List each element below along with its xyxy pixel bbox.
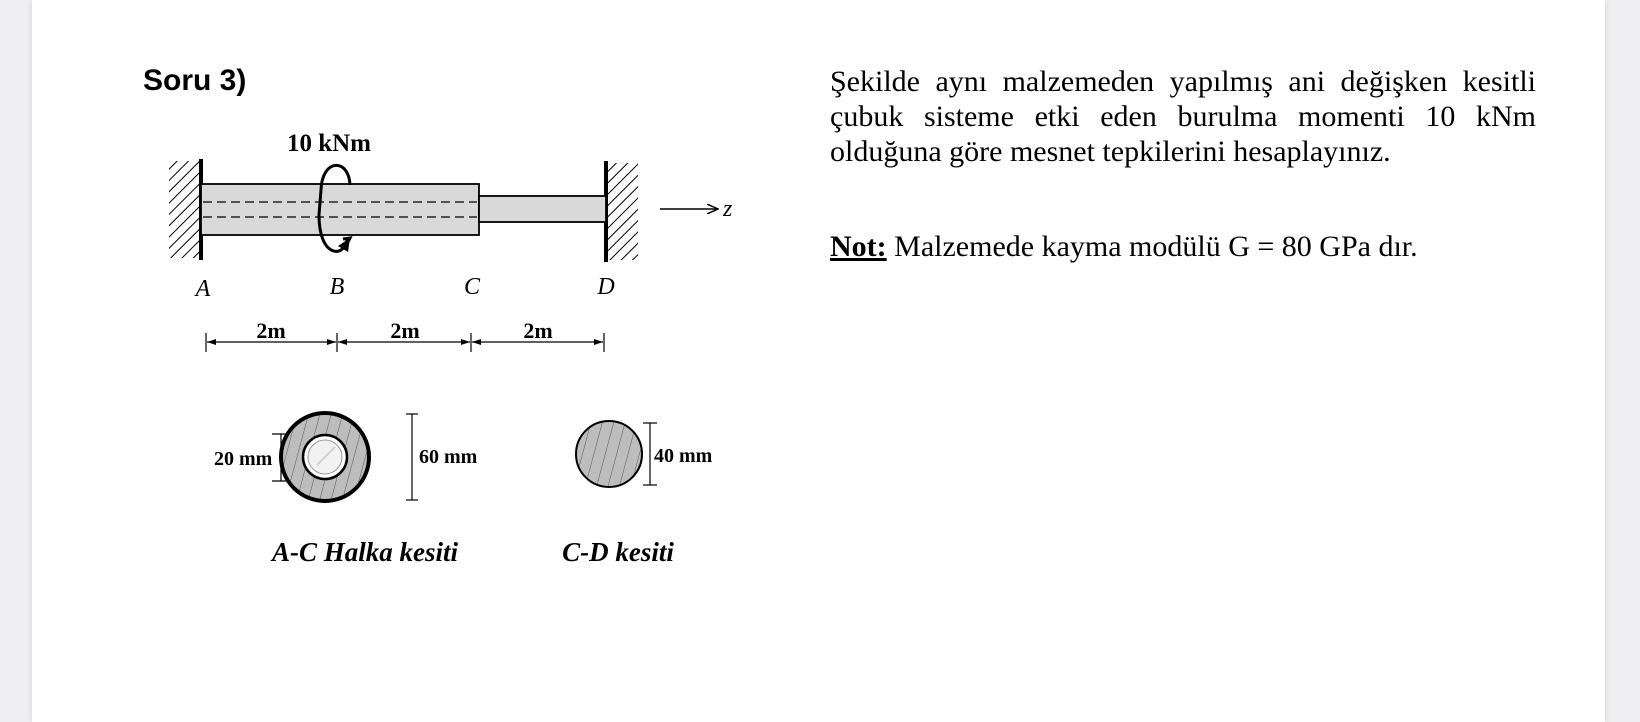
point-label-c: C (463, 274, 481, 300)
shaft-figure (32, 0, 792, 600)
z-axis-label: z (723, 196, 733, 222)
shaft-segment-cd (479, 196, 606, 222)
left-wall-support (169, 159, 201, 260)
note-text: Malzemede kayma modülü G = 80 GPa dır. (886, 230, 1418, 263)
section-cd-circle (576, 421, 642, 487)
segment-length-cd: 2m (523, 318, 553, 343)
segment-length-ab: 2m (256, 318, 286, 343)
note-line (830, 229, 1418, 264)
outer-diameter-label: 60 mm (419, 446, 478, 468)
dim-outer-diameter (406, 414, 418, 500)
question-title: Soru 3) (143, 64, 247, 97)
note-label: Not: (830, 230, 887, 263)
problem-statement: Şekilde aynı malzemeden yapılmış ani değişken kesitli çubuk sisteme etki eden burulma momenti 10 kNm olduğuna göre mesnet tepkilerini hesaplayınız. (830, 65, 1536, 168)
segment-length-bc: 2m (390, 318, 420, 343)
section-cd-caption: C-D kesiti (562, 537, 674, 567)
point-label-b: B (329, 274, 345, 300)
document-page (32, 0, 1605, 722)
right-wall-support (606, 161, 638, 262)
inner-diameter-label: 20 mm (214, 448, 273, 470)
section-ac-ring (281, 413, 369, 501)
point-label-d: D (597, 274, 615, 300)
section-ac-caption: A-C Halka kesiti (271, 537, 459, 567)
moment-label: 10 kNm (286, 130, 372, 157)
point-label-a: A (195, 276, 211, 302)
cd-diameter-label: 40 mm (654, 445, 713, 467)
shaft-segment-ac (201, 184, 479, 235)
